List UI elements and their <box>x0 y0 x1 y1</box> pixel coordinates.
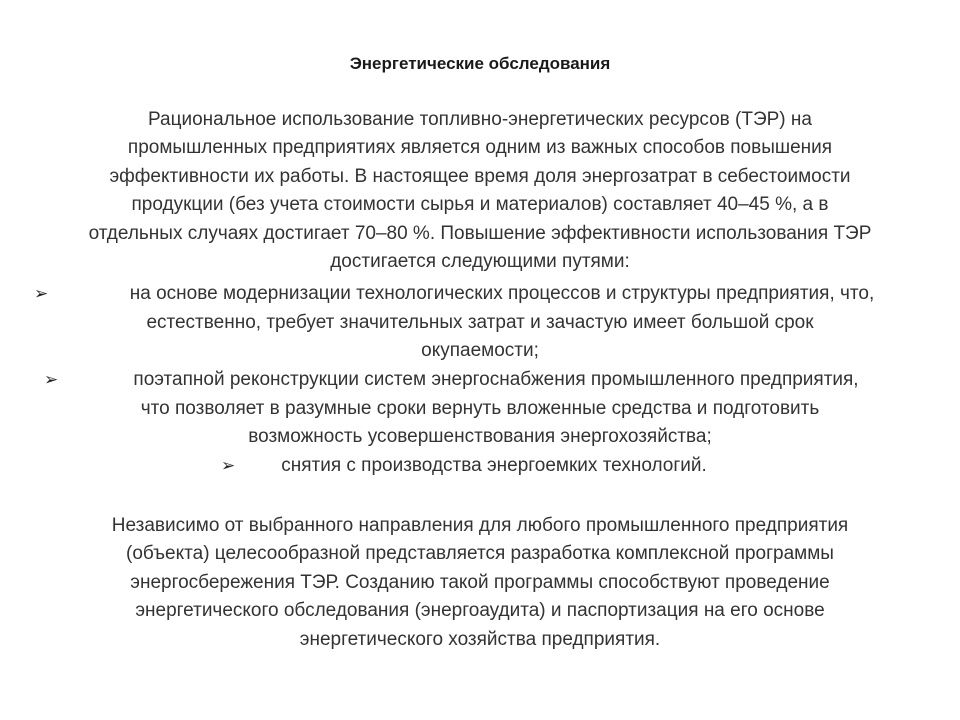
bullet-line: естественно, требует значительных затрат и зачастую имеет большой срок <box>146 312 814 333</box>
paragraph-line: энергетического хозяйства предприятия. <box>299 629 661 650</box>
slide-title: Энергетические обследования <box>349 54 611 73</box>
bullet-line: что позволяет в разумные сроки вернуть вложенные средства и подготовить <box>140 398 820 419</box>
arrow-bullet-icon: ➢ <box>221 456 236 475</box>
paragraph-line: достигается следующими путями: <box>330 251 630 272</box>
paragraph-line: продукции (без учета стоимости сырья и материалов) составляет 40–45 %, а в <box>131 194 829 215</box>
paragraph-line: Рациональное использование топливно-энергетических ресурсов (ТЭР) на <box>148 109 812 130</box>
paragraph-line: энергетического обследования (энергоаудита) и паспортизация на его основе <box>135 600 825 621</box>
bullet-line: окупаемости; <box>421 340 539 361</box>
paragraph-line: отдельных случаях достигает 70–80 %. Повышение эффективности использования ТЭР <box>88 223 872 244</box>
paragraph-line: (объекта) целесообразной представляется разработка комплексной программы <box>126 543 834 564</box>
bullet-line: поэтапной реконструкции систем энергоснабжения промышленного предприятия, <box>133 369 859 390</box>
bullet-line: на основе модернизации технологических процессов и структуры предприятия, что, <box>129 283 875 304</box>
bullet-line: снятия с производства энергоемких технологий. <box>281 455 707 476</box>
arrow-bullet-icon: ➢ <box>44 370 59 389</box>
paragraph-line: энергосбережения ТЭР. Созданию такой программы способствуют проведение <box>130 572 830 593</box>
paragraph-line: эффективности их работы. В настоящее время доля энергозатрат в себестоимости <box>109 166 851 187</box>
paragraph-line: Независимо от выбранного направления для любого промышленного предприятия <box>111 515 849 536</box>
arrow-bullet-icon: ➢ <box>34 284 49 303</box>
paragraph-line: промышленных предприятиях является одним из важных способов повышения <box>127 137 833 158</box>
bullet-line: возможность усовершенствования энергохозяйства; <box>248 426 712 447</box>
